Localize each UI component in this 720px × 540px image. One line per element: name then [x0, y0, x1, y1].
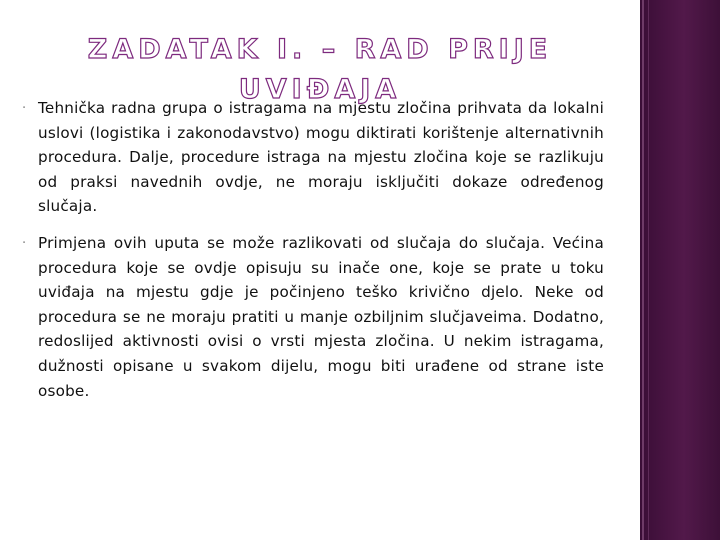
sidebar-stripe — [642, 0, 644, 540]
sidebar-stripe — [648, 0, 649, 540]
bullet-text: Tehnička radna grupa o istragama na mjestu zločina prihvata da lokalni uslovi (logistika i zakonodavstvo) mogu diktirati korištenje alternativnih procedura. Dalje, procedure istraga na mjestu zločina koje se razlikuju od praksi navednih ovdje, ne moraju isključiti dokaze određenog slučaja. — [38, 99, 604, 216]
decorative-sidebar — [640, 0, 720, 540]
bullet-item — [22, 96, 604, 219]
bullet-marker: · — [22, 101, 27, 116]
bullet-list — [22, 96, 604, 415]
bullet-item — [22, 231, 604, 403]
bullet-marker: · — [22, 235, 27, 251]
bullet-text: Primjena ovih uputa se može razlikovati od slučaja do slučaja. Većina procedura koje se ovdje opisuju su inače one, koje se prate u toku uviđaja na mjestu gdje je počinjeno teško krivično djelo. Neke od procedura se ne moraju pratiti u manje ozbiljnim slučjaveima. Dodatno, redoslijed aktivnosti ovisi o vrsti mjesta zločina. U nekim istragama, dužnosti opisane u svakom dijelu, mogu biti urađene od strane iste osobe. — [38, 233, 604, 400]
slide-title: ZADATAK I. – RAD PRIJE UVIĐAJA — [87, 34, 553, 105]
